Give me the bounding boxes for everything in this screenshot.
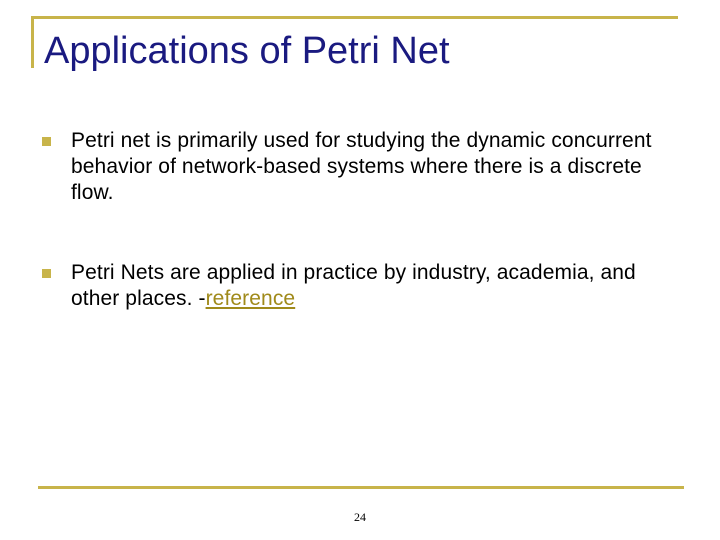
bullet-item [38, 260, 678, 312]
title-frame-left-rule [31, 16, 34, 68]
square-bullet-icon [42, 137, 51, 146]
footer-rule [38, 486, 684, 489]
bullet-list [38, 128, 678, 312]
bullet-text: Petri net is primarily used for studying the dynamic concurrent behavior of network-based systems where there is a discrete flow. [71, 129, 652, 204]
bullet-item [38, 128, 678, 206]
bullet-text: Petri Nets are applied in practice by industry, academia, and other places. - [71, 261, 636, 310]
slide-title: Applications of Petri Net [44, 30, 450, 72]
title-frame-top-rule [31, 16, 678, 19]
square-bullet-icon [42, 269, 51, 278]
page-number: 24 [354, 510, 366, 524]
reference-link[interactable]: reference [205, 287, 296, 310]
